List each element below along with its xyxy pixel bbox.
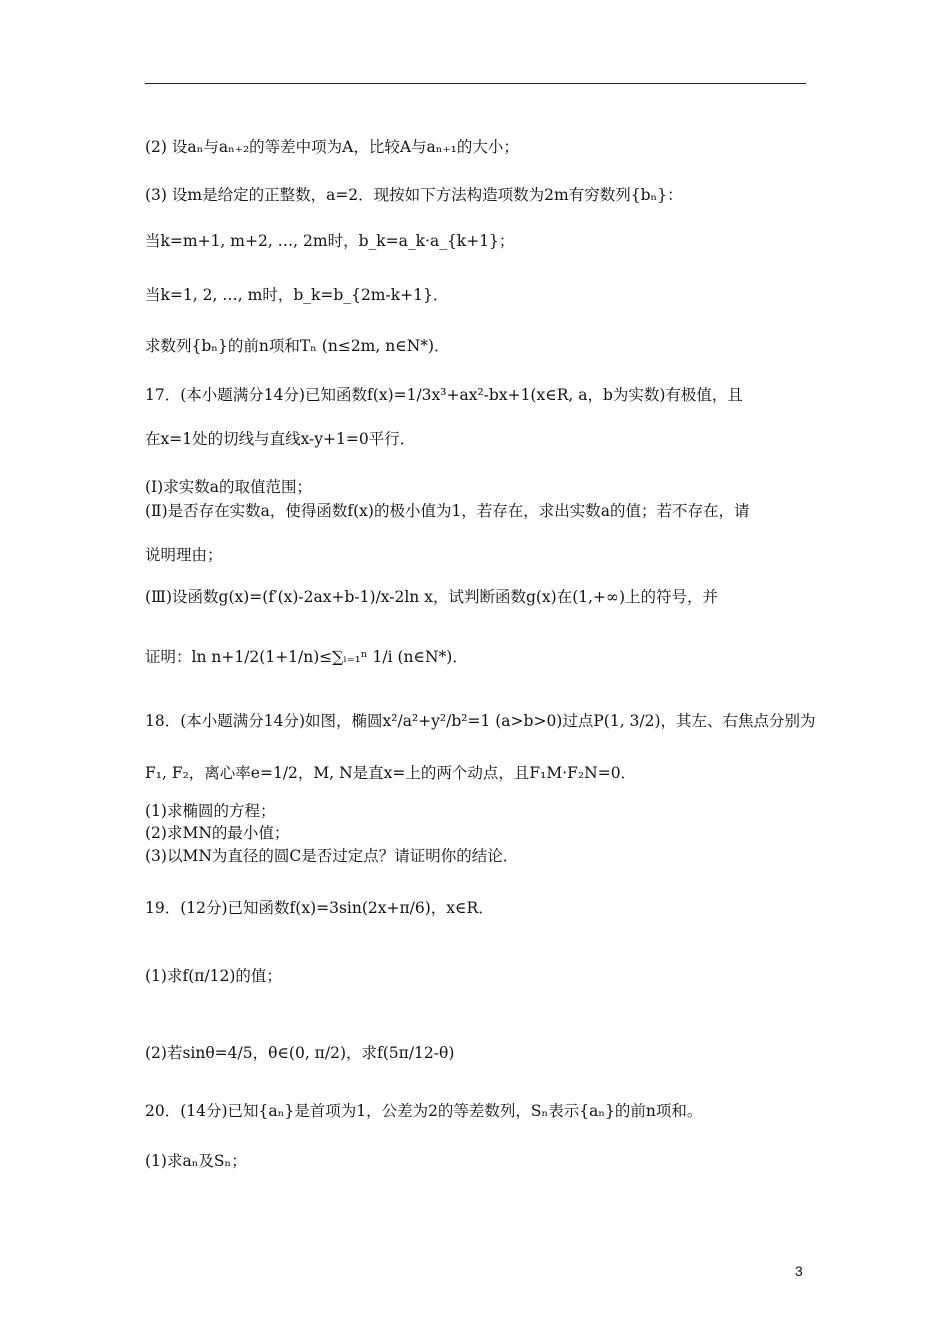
page-number: 3 [795,1263,803,1279]
text-line: (2)求MN的最小值； [145,824,290,842]
problem-18-line: 18．(本小题满分14分)如图，椭圆x²/a²+y²/b²=1 (a>b>0)过点P(1, 3/2)，其左、右焦点分别为 [145,712,816,730]
text-line: (3)以MN为直径的圆C是否过定点？请证明你的结论． [145,847,519,865]
text-line: 当k=1, 2, …, m时，b_k=b_{2m-k+1}． [145,286,449,304]
text-line: (2) 设aₙ与aₙ₊₂的等差中项为A，比较A与aₙ₊₁的大小； [145,138,519,156]
text-line: (3) 设m是给定的正整数，a=2．现按如下方法构造项数为2m有穷数列{bₙ}： [145,186,683,204]
text-line: (1)求椭圆的方程； [145,802,276,820]
header-rule [145,83,806,84]
problem-20-line: 20．(14分)已知{aₙ}是首项为1，公差为2的等差数列，Sₙ表示{aₙ}的前n项和。 [145,1102,703,1120]
text-line: 在x=1处的切线与直线x-y+1=0平行． [145,430,416,448]
text-line: (Ⅰ)求实数a的取值范围； [145,478,312,496]
problem-19-line: 19．(12分)已知函数f(x)=3sin(2x+π/6)，x∈R． [145,899,494,917]
text-line: 说明理由； [145,546,223,564]
text-line: (1)求aₙ及Sₙ； [145,1152,247,1170]
text-line: 求数列{bₙ}的前n项和Tₙ (n≤2m, n∈N*)． [145,337,450,355]
text-line: (1)求f(π/12)的值； [145,967,282,985]
text-line: F₁, F₂，离心率e=1/2，M, N是直x=上的两个动点，且F₁M·F₂N=0． [145,764,637,782]
problem-17-line: 17．(本小题满分14分)已知函数f(x)=1/3x³+ax²-bx+1(x∈R, a，b为实数)有极值，且 [145,386,743,404]
text-line: 证明：ln n+1/2(1+1/n)≤∑ᵢ₌₁ⁿ 1/i (n∈N*)． [145,648,468,666]
text-line: (2)若sinθ=4/5，θ∈(0, π/2)，求f(5π/12-θ) [145,1044,455,1062]
text-line: 当k=m+1, m+2, …, 2m时，b_k=a_k·a_{k+1}； [145,232,515,250]
text-line: (Ⅲ)设函数g(x)=(f′(x)-2ax+b-1)/x-2ln x，试判断函数g(x)在(1,+∞)上的符号，并 [145,588,719,606]
text-line: (Ⅱ)是否存在实数a，使得函数f(x)的极小值为1，若存在，求出实数a的值；若不存在，请 [145,502,750,520]
